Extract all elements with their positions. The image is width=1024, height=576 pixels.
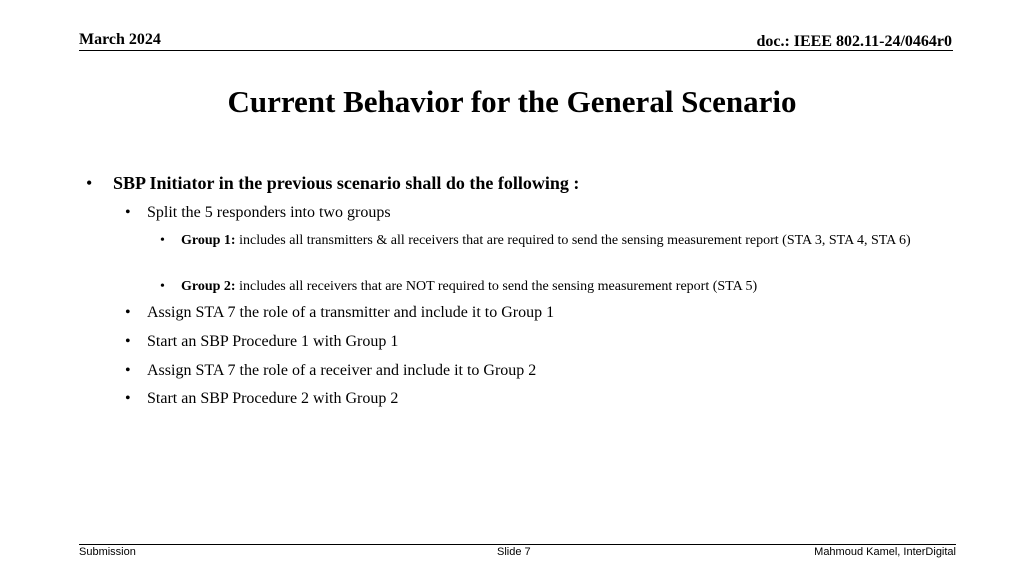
bullet-main bbox=[86, 173, 579, 194]
header-date: March 2024 bbox=[79, 31, 161, 48]
bullet-sub-text: Assign STA 7 the role of a transmitter and include it to Group 1 bbox=[147, 304, 555, 321]
header-doc-id: doc.: IEEE 802.11-24/0464r0 bbox=[756, 33, 952, 50]
footer-submission: Submission bbox=[79, 546, 136, 558]
bullet-sub-procedure2 bbox=[125, 390, 398, 408]
bullet-dot-icon: • bbox=[125, 204, 131, 221]
group1-label: Group 1: bbox=[181, 233, 236, 248]
bullet-group2-body bbox=[181, 277, 757, 297]
bullet-group2 bbox=[160, 277, 920, 297]
group2-text: includes all receivers that are NOT required to send the sensing measurement report (STA 5) bbox=[235, 279, 758, 294]
bullet-dot-icon: • bbox=[160, 233, 165, 248]
bullet-sub-text: Start an SBP Procedure 1 with Group 1 bbox=[147, 333, 399, 350]
bullet-sub-procedure1 bbox=[125, 333, 398, 351]
header-divider bbox=[79, 50, 953, 51]
bullet-main-text: SBP Initiator in the previous scenario shall do the following : bbox=[113, 173, 580, 193]
group2-label: Group 2: bbox=[181, 279, 236, 294]
slide-title: Current Behavior for the General Scenario bbox=[227, 84, 797, 119]
bullet-dot-icon: • bbox=[160, 279, 165, 294]
bullet-sub-text: Start an SBP Procedure 2 with Group 2 bbox=[147, 390, 399, 407]
bullet-sub-assign-rx bbox=[125, 362, 536, 380]
footer-slide-number: Slide 7 bbox=[497, 546, 531, 558]
bullet-sub-text: Assign STA 7 the role of a receiver and include it to Group 2 bbox=[147, 362, 537, 379]
bullet-dot-icon: • bbox=[125, 390, 131, 407]
bullet-dot-icon: • bbox=[125, 362, 131, 379]
bullet-sub-text: Split the 5 responders into two groups bbox=[147, 204, 391, 221]
bullet-dot-icon: • bbox=[125, 304, 131, 321]
bullet-group1 bbox=[160, 231, 920, 251]
footer-divider bbox=[79, 544, 956, 545]
bullet-dot-icon: • bbox=[86, 173, 93, 193]
group1-text: includes all transmitters & all receivers that are required to send the sensing measurement report (STA 3, STA 4, STA 6) bbox=[235, 233, 911, 248]
bullet-group1-body bbox=[181, 231, 911, 251]
bullet-sub-assign-tx bbox=[125, 304, 554, 322]
footer-author: Mahmoud Kamel, InterDigital bbox=[814, 546, 956, 558]
bullet-dot-icon: • bbox=[125, 333, 131, 350]
bullet-sub-split bbox=[125, 204, 391, 222]
